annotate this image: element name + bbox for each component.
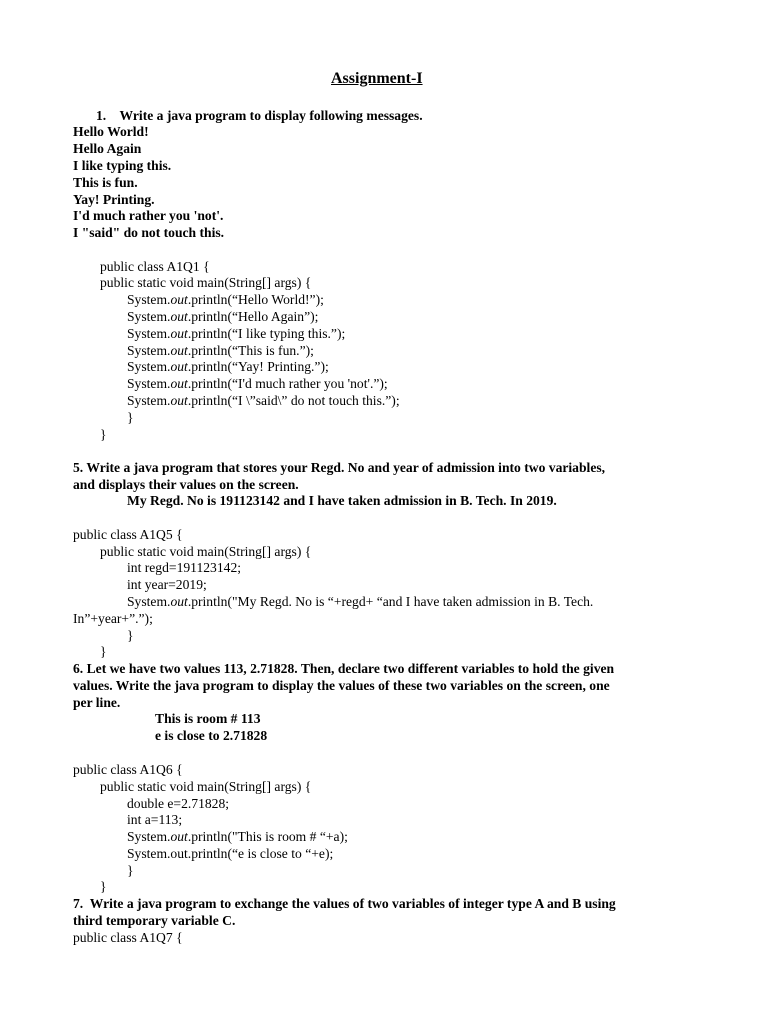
q1-code-line: System.out.println(“Yay! Printing.”); bbox=[127, 359, 329, 374]
q5-heading: 5. Write a java program that stores your Regd. No and year of admission into two variables, bbox=[73, 460, 606, 475]
q7-heading: third temporary variable C. bbox=[73, 913, 236, 928]
q1-code-line: System.out.println(“Hello World!”); bbox=[127, 292, 324, 307]
q1-code-line: System.out.println(“Hello Again”); bbox=[127, 309, 319, 324]
q1-message: This is fun. bbox=[73, 175, 138, 190]
q6-code-line: } bbox=[100, 879, 107, 894]
q6-code-line: System.out.println("This is room # “+a); bbox=[127, 829, 348, 844]
q1-code-line: } bbox=[100, 427, 107, 442]
q1-message: Hello World! bbox=[73, 124, 149, 139]
q6-heading: per line. bbox=[73, 695, 121, 710]
q6-code-line: System.out.println(“e is close to “+e); bbox=[127, 846, 334, 861]
q1-message: I like typing this. bbox=[73, 158, 172, 173]
q5-heading: and displays their values on the screen. bbox=[73, 477, 299, 492]
q5-code-line: System.out.println("My Regd. No is “+regd+ “and I have taken admission in B. Tech. bbox=[127, 594, 594, 609]
page-title: Assignment-I bbox=[331, 70, 423, 87]
q1-message: I "said" do not touch this. bbox=[73, 225, 225, 240]
q6-code-line: public static void main(String[] args) { bbox=[100, 779, 312, 794]
q1-code-line: public static void main(String[] args) { bbox=[100, 275, 312, 290]
q5-code-line: } bbox=[100, 644, 107, 659]
q7-code-line: public class A1Q7 { bbox=[73, 930, 183, 945]
q1-message: Hello Again bbox=[73, 141, 142, 156]
q1-code-line: System.out.println(“I'd much rather you 'not'.”); bbox=[127, 376, 388, 391]
q6-code-line: double e=2.71828; bbox=[127, 796, 230, 811]
q6-code-line: } bbox=[127, 863, 134, 878]
q5-code-line: public static void main(String[] args) { bbox=[100, 544, 312, 559]
q6-output: This is room # 113 bbox=[155, 711, 261, 726]
q5-code-line: int year=2019; bbox=[127, 577, 207, 592]
q6-output: e is close to 2.71828 bbox=[155, 728, 268, 743]
q6-heading: 6. Let we have two values 113, 2.71828. Then, declare two different variables to hold the given bbox=[73, 661, 615, 676]
q5-code-line: } bbox=[127, 628, 134, 643]
q1-code-line: public class A1Q1 { bbox=[100, 259, 210, 274]
q5-code-line: In”+year+”.”); bbox=[73, 611, 153, 626]
q5-code-line: public class A1Q5 { bbox=[73, 527, 183, 542]
q6-code-line: public class A1Q6 { bbox=[73, 762, 183, 777]
q6-heading: values. Write the java program to display the values of these two variables on the screen, one bbox=[73, 678, 610, 693]
q1-message: I'd much rather you 'not'. bbox=[73, 208, 224, 223]
q1-code-line: System.out.println(“This is fun.”); bbox=[127, 343, 314, 358]
q7-heading: 7. Write a java program to exchange the values of two variables of integer type A and B using bbox=[73, 896, 616, 911]
q1-heading: 1. Write a java program to display following messages. bbox=[96, 108, 423, 123]
q1-message: Yay! Printing. bbox=[73, 192, 155, 207]
q6-code-line: int a=113; bbox=[127, 812, 183, 827]
q1-code-line: System.out.println(“I like typing this.”); bbox=[127, 326, 346, 341]
q1-code-line: System.out.println(“I \”said\” do not touch this.”); bbox=[127, 393, 400, 408]
q1-code-line: } bbox=[127, 410, 134, 425]
q5-code-line: int regd=191123142; bbox=[127, 560, 242, 575]
q5-output: My Regd. No is 191123142 and I have taken admission in B. Tech. In 2019. bbox=[127, 493, 557, 508]
